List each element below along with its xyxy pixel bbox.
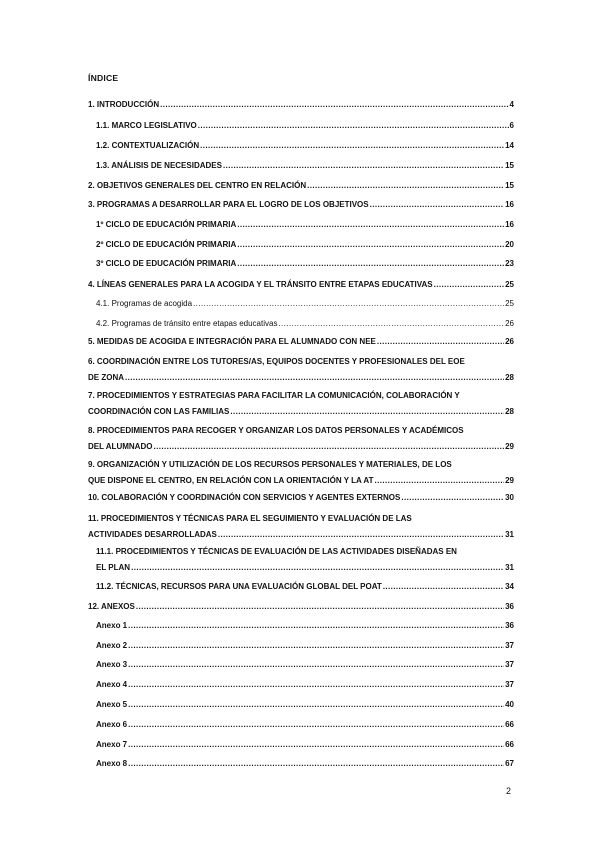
dot-leader xyxy=(237,220,504,230)
toc-entry-page: 36 xyxy=(505,621,514,630)
toc-entry[interactable] xyxy=(96,161,514,171)
toc-entry[interactable] xyxy=(96,240,514,250)
toc-entry-page: 37 xyxy=(505,680,514,689)
toc-entry[interactable] xyxy=(96,660,514,670)
dot-leader xyxy=(218,530,504,540)
toc-entry[interactable] xyxy=(88,460,514,486)
toc-entry-text: 5. MEDIDAS DE ACOGIDA E INTEGRACIÓN PARA EL ALUMNADO CON NEE xyxy=(88,337,376,346)
toc-entry-page: 6 xyxy=(509,121,514,130)
toc-entry-page: 29 xyxy=(505,442,514,451)
dot-leader xyxy=(278,319,504,329)
toc-entry-page: 28 xyxy=(505,373,514,382)
toc-entry-page: 16 xyxy=(505,200,514,209)
toc-entry-text-line1: 11. PROCEDIMIENTOS Y TÉCNICAS PARA EL SEGUIMIENTO Y EVALUACIÓN DE LAS xyxy=(88,514,412,523)
toc-entry-text-line1: 8. PROCEDIMIENTOS PARA RECOGER Y ORGANIZAR LOS DATOS PERSONALES Y ACADÉMICOS xyxy=(88,426,464,435)
dot-leader xyxy=(198,121,509,131)
toc-entry-page: 20 xyxy=(505,240,514,249)
toc-entry-text: 4. LÍNEAS GENERALES PARA LA ACOGIDA Y EL TRÁNSITO ENTRE ETAPAS EDUCATIVAS xyxy=(88,280,433,289)
toc-entry-text: 2. OBJETIVOS GENERALES DEL CENTRO EN RELACIÓN xyxy=(88,181,307,190)
toc-entry-text-line1: 7. PROCEDIMIENTOS Y ESTRATEGIAS PARA FACILITAR LA COMUNICACIÓN, COLABORACIÓN Y xyxy=(88,391,460,400)
dot-leader xyxy=(128,720,504,730)
toc-entry[interactable] xyxy=(96,220,514,230)
dot-leader xyxy=(131,563,504,573)
toc-entry-text: 3. PROGRAMAS A DESARROLLAR PARA EL LOGRO DE LOS OBJETIVOS xyxy=(88,200,369,209)
toc-entry-page: 16 xyxy=(505,220,514,229)
toc-entry[interactable] xyxy=(88,426,514,452)
toc-entry-text: Anexo 7 xyxy=(96,740,128,749)
toc-entry-text: 4.2. Programas de tránsito entre etapas educativas xyxy=(96,319,278,328)
toc-entry[interactable] xyxy=(96,547,514,573)
toc-entry-page: 66 xyxy=(505,740,514,749)
toc-entry-text: 11.2. TÉCNICAS, RECURSOS PARA UNA EVALUACIÓN GLOBAL DEL POAT xyxy=(96,582,382,591)
dot-leader xyxy=(434,280,504,290)
dot-leader xyxy=(128,759,504,769)
toc-entry-page: 23 xyxy=(505,259,514,268)
dot-leader xyxy=(307,181,504,191)
toc-entry-text: DE ZONA xyxy=(88,373,124,382)
page-number: 2 xyxy=(506,786,512,796)
toc-entry-page: 28 xyxy=(505,407,514,416)
toc-entry-page: 31 xyxy=(505,563,514,572)
toc-entry[interactable] xyxy=(96,299,514,309)
toc-entry[interactable] xyxy=(96,259,514,269)
toc-entry[interactable] xyxy=(96,680,514,690)
dot-leader xyxy=(160,100,508,110)
toc-entry-page: 15 xyxy=(505,181,514,190)
toc-entry[interactable] xyxy=(96,740,514,750)
dot-leader xyxy=(237,240,504,250)
toc-entry-text: 1.1. MARCO LEGISLATIVO xyxy=(96,121,197,130)
toc-entry-text: ACTIVIDADES DESARROLLADAS xyxy=(88,530,217,539)
dot-leader xyxy=(125,373,504,383)
dot-leader xyxy=(128,700,504,710)
toc-entry[interactable] xyxy=(88,514,514,540)
toc-entry-text: QUE DISPONE EL CENTRO, EN RELACIÓN CON LA ORIENTACIÓN Y LA AT xyxy=(88,476,374,485)
toc-entry-page: 26 xyxy=(505,319,514,328)
dot-leader xyxy=(128,621,504,631)
toc-entry[interactable] xyxy=(96,759,514,769)
dot-leader xyxy=(200,141,504,151)
toc-entry-page: 25 xyxy=(505,280,514,289)
dot-leader xyxy=(193,299,504,309)
toc-entry-text: EL PLAN xyxy=(96,563,131,572)
toc-entry-text: 1.2. CONTEXTUALIZACIÓN xyxy=(96,141,200,150)
toc-entry-text: Anexo 2 xyxy=(96,641,128,650)
toc-entry-text: 2º CICLO DE EDUCACIÓN PRIMARIA xyxy=(96,240,237,249)
toc-entry-text: Anexo 1 xyxy=(96,621,128,630)
toc-entry[interactable] xyxy=(88,280,514,290)
dot-leader xyxy=(153,442,504,452)
toc-entry-text: Anexo 5 xyxy=(96,700,128,709)
toc-entry-page: 31 xyxy=(505,530,514,539)
toc-entry-text: DEL ALUMNADO xyxy=(88,442,153,451)
toc-entry[interactable] xyxy=(96,700,514,710)
toc-entry-text-line1: 6. COORDINACIÓN ENTRE LOS TUTORES/AS, EQUIPOS DOCENTES Y PROFESIONALES DEL EOE xyxy=(88,357,465,366)
dot-leader xyxy=(377,337,504,347)
toc-entry-page: 30 xyxy=(505,493,514,502)
toc-entry-text: 1.3. ANÁLISIS DE NECESIDADES xyxy=(96,161,222,170)
toc-entry[interactable] xyxy=(88,181,514,191)
dot-leader xyxy=(128,641,504,651)
toc-entry-page: 37 xyxy=(505,660,514,669)
toc-entry-text: Anexo 4 xyxy=(96,680,128,689)
toc-entry-page: 26 xyxy=(505,337,514,346)
toc-entry-page: 36 xyxy=(505,602,514,611)
toc-entry-text: Anexo 6 xyxy=(96,720,128,729)
toc-entry-page: 25 xyxy=(505,299,514,308)
toc-entry[interactable] xyxy=(88,200,514,210)
toc-entry-text: 4.1. Programas de acogida xyxy=(96,299,193,308)
dot-leader xyxy=(128,660,504,670)
toc-entry[interactable] xyxy=(96,141,514,151)
toc-entry[interactable] xyxy=(88,337,514,347)
toc-entry-text: 12. ANEXOS xyxy=(88,602,135,611)
toc-entry-text: 10. COLABORACIÓN Y COORDINACIÓN CON SERVICIOS Y AGENTES EXTERNOS xyxy=(88,493,401,502)
toc-entry-page: 4 xyxy=(509,100,514,109)
toc-entry-page: 14 xyxy=(505,141,514,150)
toc-entry-page: 40 xyxy=(505,700,514,709)
toc-entry[interactable] xyxy=(96,121,514,131)
index-title: ÍNDICE xyxy=(88,73,119,83)
toc-entry[interactable] xyxy=(96,582,514,592)
toc-entry-page: 67 xyxy=(505,759,514,768)
toc-entry[interactable] xyxy=(88,357,514,383)
toc-entry-text-line1: 9. ORGANIZACIÓN Y UTILIZACIÓN DE LOS RECURSOS PERSONALES Y MATERIALES, DE LOS xyxy=(88,460,452,469)
toc-entry-page: 34 xyxy=(505,582,514,591)
toc-entry[interactable] xyxy=(88,391,514,417)
dot-leader xyxy=(375,476,505,486)
toc-entry-text: 1º CICLO DE EDUCACIÓN PRIMARIA xyxy=(96,220,237,229)
dot-leader xyxy=(237,259,504,269)
dot-leader xyxy=(383,582,504,592)
toc-entry[interactable] xyxy=(96,641,514,651)
toc-entry-page: 66 xyxy=(505,720,514,729)
toc-entry[interactable] xyxy=(96,319,514,329)
dot-leader xyxy=(128,740,504,750)
toc-entry-text: Anexo 8 xyxy=(96,759,128,768)
dot-leader xyxy=(136,602,504,612)
dot-leader xyxy=(223,161,504,171)
toc-entry[interactable] xyxy=(88,602,514,612)
toc-entry-text: Anexo 3 xyxy=(96,660,128,669)
toc-entry[interactable] xyxy=(88,100,514,110)
dot-leader xyxy=(128,680,504,690)
toc-entry-page: 29 xyxy=(505,476,514,485)
toc-entry-text-line1: 11.1. PROCEDIMIENTOS Y TÉCNICAS DE EVALUACIÓN DE LAS ACTIVIDADES DISEÑADAS EN xyxy=(96,547,457,556)
toc-entry-page: 37 xyxy=(505,641,514,650)
toc-entry-text: 3º CICLO DE EDUCACIÓN PRIMARIA xyxy=(96,259,237,268)
toc-entry[interactable] xyxy=(88,493,514,503)
toc-entry-text: 1. INTRODUCCIÓN xyxy=(88,100,160,109)
dot-leader xyxy=(401,493,504,503)
toc-entry-text: COORDINACIÓN CON LAS FAMILIAS xyxy=(88,407,230,416)
toc-entry-page: 15 xyxy=(505,161,514,170)
toc-entry[interactable] xyxy=(96,720,514,730)
dot-leader xyxy=(230,407,504,417)
dot-leader xyxy=(370,200,504,210)
toc-entry[interactable] xyxy=(96,621,514,631)
